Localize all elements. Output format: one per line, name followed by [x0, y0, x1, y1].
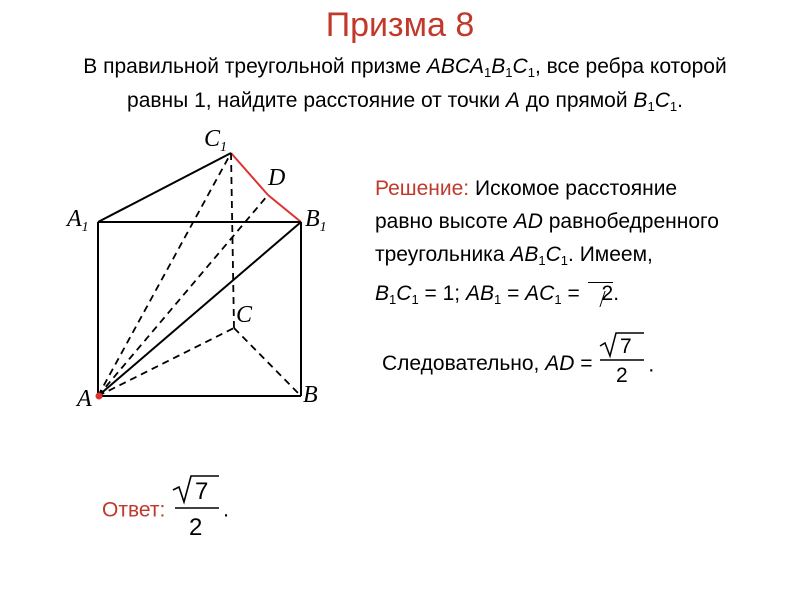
subscript: 1 — [538, 252, 546, 268]
solution-line-2 — [375, 205, 785, 238]
svg-text:2: 2 — [616, 364, 629, 387]
prism-name: ABCA — [426, 55, 485, 78]
eq-text: . — [648, 353, 655, 377]
sqrt-two — [588, 282, 614, 305]
label-b: B — [303, 382, 318, 408]
label-a1: $A_1$ — [67, 206, 89, 235]
eq-text: = — [561, 282, 586, 305]
solution-text-part: равнобедренного — [542, 210, 719, 233]
hidden-segment-a-c1 — [98, 153, 231, 396]
prism-name: B — [491, 55, 506, 78]
slide-title: Призма 8 — [325, 6, 475, 44]
triangle-name: AB — [510, 243, 539, 266]
subscript: 1 — [554, 291, 562, 307]
label-c: C — [236, 302, 253, 328]
solution-line-3 — [375, 238, 785, 271]
answer-fraction — [171, 472, 223, 544]
solution-text-part: равно высоте — [375, 210, 514, 233]
subscript: 1 — [389, 291, 397, 307]
hidden-segment-a-d — [98, 195, 268, 396]
triangle-name: C — [545, 243, 561, 266]
subscript: 1 — [527, 64, 535, 80]
edge-c1-d — [231, 153, 268, 195]
answer-block — [102, 478, 229, 544]
segment-a-b1 — [98, 222, 301, 396]
line-name: B — [633, 89, 648, 112]
solution-text-part: . Имеем, — [568, 243, 653, 266]
eq-text: = — [574, 351, 599, 375]
label-c1: $C_1$ — [204, 126, 228, 155]
eq-symbol: AC — [525, 282, 555, 305]
solution-text — [375, 172, 785, 271]
eq-text: = 1; — [418, 282, 466, 305]
subscript: 1 — [484, 64, 492, 80]
eq-symbol: B — [375, 282, 390, 305]
svg-text:7: 7 — [195, 478, 209, 505]
line-name: C — [654, 89, 670, 112]
problem-statement — [20, 50, 790, 118]
eq-symbol: AB — [465, 282, 494, 305]
point-a-marker — [96, 393, 103, 400]
sqrt-radicand: 2 — [601, 282, 614, 305]
subscript: 1 — [411, 291, 419, 307]
answer-label: Ответ: — [102, 498, 166, 522]
problem-text: В правильной треугольной призме — [83, 55, 427, 78]
fraction-sqrt7-over-2 — [598, 330, 648, 386]
subscript: 1 — [669, 98, 678, 114]
eq-text: = — [501, 282, 526, 305]
hidden-edge-c-c1 — [231, 153, 234, 328]
problem-text: до прямой — [519, 89, 634, 112]
equation-lengths — [375, 282, 619, 306]
edge-a1-c1 — [98, 153, 231, 222]
svg-text:7: 7 — [620, 335, 633, 358]
problem-text: равны 1, найдите расстояние от точки — [127, 89, 506, 112]
subscript: 1 — [647, 98, 655, 114]
edge-d-b1 — [268, 195, 301, 222]
solution-text-part: треугольника — [375, 243, 511, 266]
solution-text-part: Искомое расстояние — [469, 177, 678, 200]
problem-text: . — [677, 89, 683, 112]
equation-result — [382, 335, 655, 387]
segment-name: AD — [513, 210, 543, 233]
svg-text:2: 2 — [189, 514, 203, 541]
prism-name: C — [512, 55, 528, 78]
solution-line-1 — [375, 172, 785, 205]
eq-text: Следовательно, — [382, 351, 546, 375]
eq-text: . — [613, 282, 620, 305]
point-name: A — [505, 89, 520, 112]
subscript: 1 — [560, 252, 569, 268]
answer-period: . — [223, 498, 229, 522]
problem-line-1 — [20, 50, 790, 84]
prism-figure — [55, 118, 325, 418]
eq-symbol: C — [396, 282, 412, 305]
subscript: 1 — [505, 64, 513, 80]
problem-text: , все ребра которой — [534, 55, 727, 78]
label-a: A — [77, 386, 92, 412]
label-b1: $B_1$ — [305, 206, 327, 235]
solution-label: Решение: — [375, 177, 470, 200]
subscript: 1 — [493, 291, 502, 307]
label-d: D — [268, 165, 286, 191]
hidden-edge-c-b — [234, 328, 301, 396]
problem-line-2 — [20, 84, 790, 118]
eq-symbol: AD — [545, 351, 575, 375]
